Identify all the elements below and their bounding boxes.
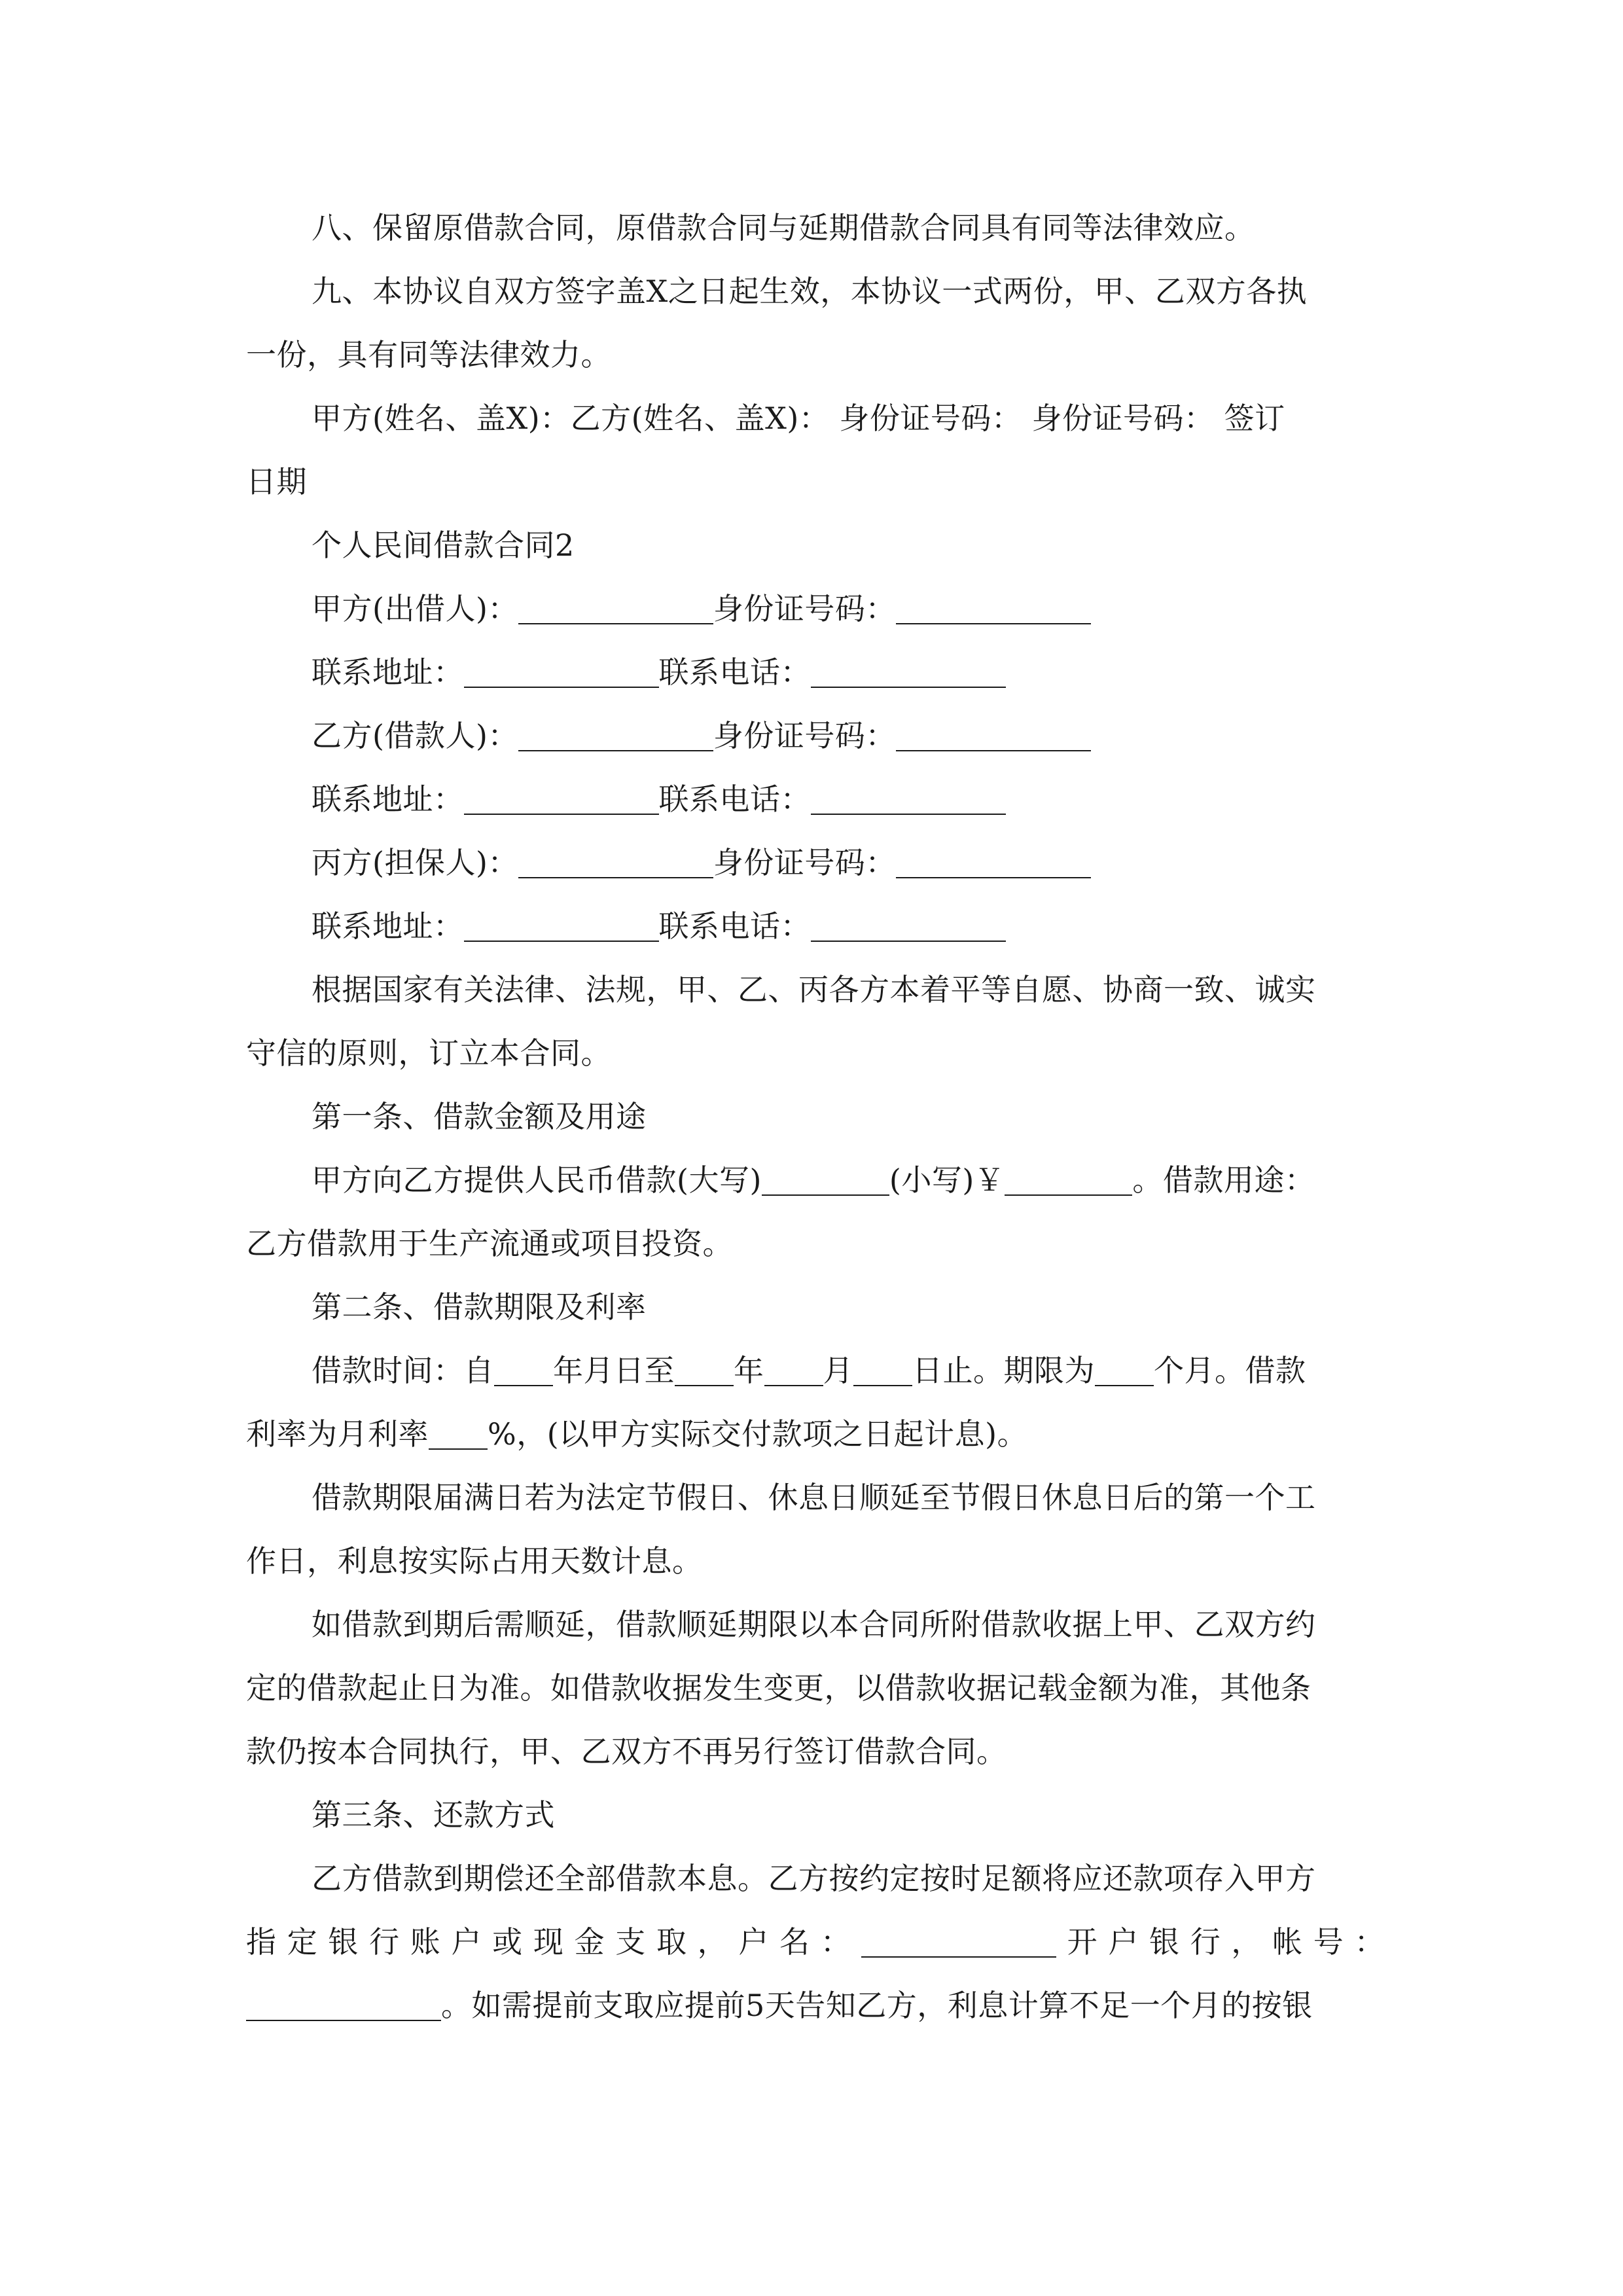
amount-uppercase-blank [762, 1164, 889, 1196]
party-a-contact-line [246, 641, 1385, 704]
clause-nine-line2: 一份，具有同等法律效力。 [246, 337, 611, 372]
article-2-extension-line2: 定的借款起止日为准。如借款收据发生变更，以借款收据记载金额为准，其他条 [246, 1670, 1311, 1706]
party-c-address-blank [464, 910, 659, 942]
party-b-contact-line [246, 768, 1385, 831]
term-length-label: 日止。期限为 [912, 1353, 1095, 1388]
year-label: 年 [734, 1353, 764, 1388]
party-b-name-blank [518, 720, 713, 751]
party-a-name-blank [518, 593, 713, 624]
party-a-id-blank [896, 593, 1091, 624]
party-c-phone-blank [811, 910, 1006, 942]
early-withdrawal-text: 。如需提前支取应提前5天告知乙方，利息计算不足一个月的按银 [441, 1988, 1313, 2023]
party-a-line [246, 577, 1385, 641]
article-2-holiday-line2: 作日，利息按实际占用天数计息。 [246, 1543, 703, 1579]
article-1-amount-line [246, 1149, 1385, 1212]
article-3-repay-line3 [246, 1974, 1385, 2037]
start-year-blank [494, 1355, 553, 1386]
signature-date-label: 日期 [246, 464, 307, 499]
party-b-address-blank [464, 783, 659, 815]
article-3-title: 第三条、还款方式 [312, 1797, 555, 1833]
article-1-purpose: 乙方借款用于生产流通或项目投资。 [246, 1226, 733, 1261]
party-a-label: 甲方(出借人)： [312, 591, 518, 626]
phone-label: 联系电话： [658, 908, 811, 944]
party-c-label: 丙方(担保人)： [312, 845, 518, 880]
article-1-title: 第一条、借款金额及用途 [312, 1099, 647, 1134]
end-year-blank [675, 1355, 734, 1386]
article-2-rate-line [246, 1403, 1385, 1466]
preamble-line2: 守信的原则，订立本合同。 [246, 1035, 611, 1071]
article-2-title: 第二条、借款期限及利率 [312, 1289, 647, 1325]
address-label: 联系地址： [312, 655, 464, 690]
amount-lowercase-label: (小写)￥ [889, 1162, 1005, 1198]
rate-label: 利率为月利率 [246, 1416, 429, 1452]
preamble-line1: 根据国家有关法律、法规，甲、乙、丙各方本着平等自愿、协商一致、诚实 [312, 972, 1316, 1007]
account-name-label: 指定银行账户或现金支取，户名： [246, 1924, 862, 1960]
party-c-name-blank [518, 847, 713, 878]
account-number-blank [246, 1990, 441, 2021]
address-label: 联系地址： [312, 781, 464, 817]
party-b-line [246, 704, 1385, 768]
amount-lowercase-blank [1005, 1164, 1132, 1196]
contract-title: 个人民间借款合同2 [312, 528, 575, 563]
id-number-label: 身份证号码： [713, 591, 896, 626]
months-label: 个月。借款 [1154, 1353, 1306, 1388]
phone-label: 联系电话： [658, 781, 811, 817]
article-2-term-line [246, 1339, 1385, 1403]
term-months-blank [1095, 1355, 1154, 1386]
party-b-id-blank [896, 720, 1091, 751]
article-2-holiday-line1: 借款期限届满日若为法定节假日、休息日顺延至节假日休息日后的第一个工 [312, 1480, 1316, 1515]
id-number-label: 身份证号码： [713, 718, 896, 753]
party-c-line [246, 831, 1385, 895]
monthly-rate-blank [429, 1418, 488, 1450]
month-label: 月 [823, 1353, 853, 1388]
end-month-blank [764, 1355, 823, 1386]
article-3-repay-line1: 乙方借款到期偿还全部借款本息。乙方按约定按时足额将应还款项存入甲方 [312, 1861, 1316, 1896]
rate-note: %，(以甲方实际交付款项之日起计息)。 [488, 1416, 1028, 1452]
article-2-extension-line1: 如借款到期后需顺延，借款顺延期限以本合同所附借款收据上甲、乙双方约 [312, 1607, 1316, 1642]
article-3-repay-line2 [246, 1910, 1385, 1974]
id-number-label: 身份证号码： [713, 845, 896, 880]
term-from-label: 借款时间：自 [312, 1353, 494, 1388]
party-b-phone-blank [811, 783, 1006, 815]
phone-label: 联系电话： [658, 655, 811, 690]
end-day-blank [853, 1355, 912, 1386]
article-2-extension-line3: 款仍按本合同执行，甲、乙双方不再另行签订借款合同。 [246, 1734, 1007, 1769]
party-a-address-blank [464, 656, 659, 688]
party-c-contact-line [246, 895, 1385, 958]
document-body [246, 196, 1385, 2037]
address-label: 联系地址： [312, 908, 464, 944]
term-to-label: 年月日至 [553, 1353, 675, 1388]
party-c-id-blank [896, 847, 1091, 878]
party-b-label: 乙方(借款人)： [312, 718, 518, 753]
clause-eight: 八、保留原借款合同，原借款合同与延期借款合同具有同等法律效应。 [312, 210, 1255, 245]
loan-purpose-label: 。借款用途： [1132, 1162, 1315, 1198]
clause-nine-line1: 九、本协议自双方签字盖X之日起生效，本协议一式两份，甲、乙双方各执 [312, 274, 1308, 309]
amount-uppercase-label: 甲方向乙方提供人民币借款(大写) [312, 1162, 762, 1198]
bank-account-label: 开户银行，帐号： [1056, 1924, 1385, 1960]
account-name-blank [861, 1926, 1056, 1958]
party-a-phone-blank [811, 656, 1006, 688]
signature-line: 甲方(姓名、盖X)：乙方(姓名、盖X)： 身份证号码： 身份证号码： 签订 [312, 401, 1285, 436]
